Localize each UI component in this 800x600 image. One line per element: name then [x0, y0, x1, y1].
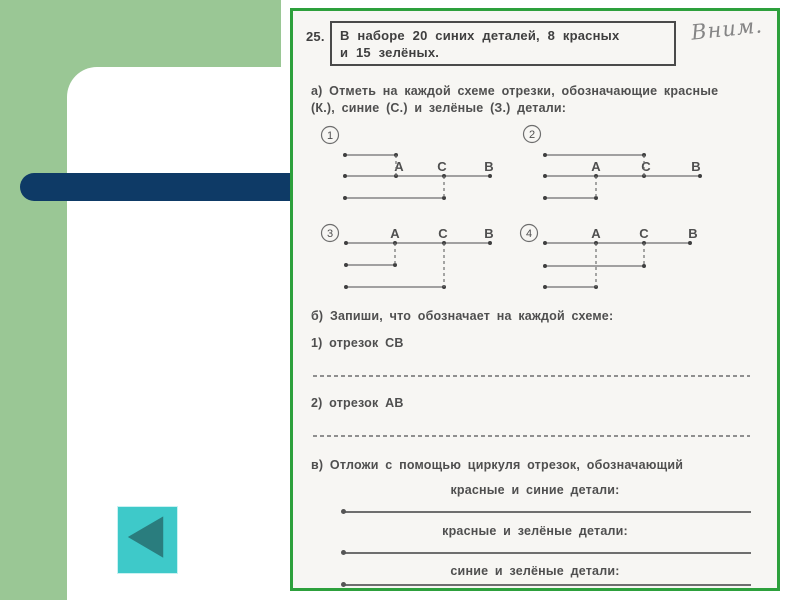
part-a-line1: а) Отметь на каждой схеме отрезки, обозначающие красные — [311, 84, 719, 98]
compass-segment-line — [345, 511, 751, 513]
svg-text:А: А — [591, 159, 601, 174]
svg-text:С: С — [641, 159, 651, 174]
problem-text-line1: В наборе 20 синих деталей, 8 красных — [340, 28, 620, 43]
svg-text:В: В — [484, 159, 494, 174]
compass-segment-line — [345, 584, 751, 586]
svg-text:3: 3 — [326, 228, 334, 240]
svg-text:А: А — [591, 226, 601, 241]
svg-text:В: В — [688, 226, 698, 241]
svg-text:В: В — [691, 159, 701, 174]
back-arrow-icon — [118, 507, 177, 573]
svg-text:4: 4 — [525, 228, 533, 240]
navy-accent-bar — [20, 173, 291, 201]
part-b-item-2: 2) отрезок АВ — [311, 396, 404, 410]
part-b-item-1: 1) отрезок СВ — [311, 336, 404, 350]
part-v-item-3: синие и зелёные детали: — [450, 564, 620, 578]
svg-text:С: С — [437, 159, 447, 174]
part-a-line2: (К.), синие (С.) и зелёные (З.) детали: — [311, 101, 567, 115]
svg-text:А: А — [394, 159, 404, 174]
worksheet-scan — [290, 8, 780, 591]
segment-diagrams-figure — [293, 11, 775, 311]
problem-number: 25. — [306, 29, 325, 44]
back-button[interactable] — [117, 506, 178, 574]
part-v-item-1: красные и синие детали: — [450, 483, 620, 497]
svg-text:С: С — [639, 226, 649, 241]
answer-blank-line — [313, 375, 750, 377]
part-v-heading: в) Отложи с помощью циркуля отрезок, обозначающий — [311, 458, 684, 472]
part-b-heading: б) Запиши, что обозначает на каждой схеме: — [311, 309, 614, 323]
answer-blank-line — [313, 435, 750, 437]
svg-text:2: 2 — [528, 129, 536, 141]
handwritten-note: Вним. — [689, 13, 764, 45]
part-v-item-2: красные и зелёные детали: — [442, 524, 628, 538]
svg-text:В: В — [484, 226, 494, 241]
problem-text-line2: и 15 зелёных. — [340, 45, 440, 60]
compass-segment-line — [345, 552, 751, 554]
svg-text:1: 1 — [326, 130, 334, 142]
svg-text:С: С — [438, 226, 448, 241]
svg-text:А: А — [390, 226, 400, 241]
